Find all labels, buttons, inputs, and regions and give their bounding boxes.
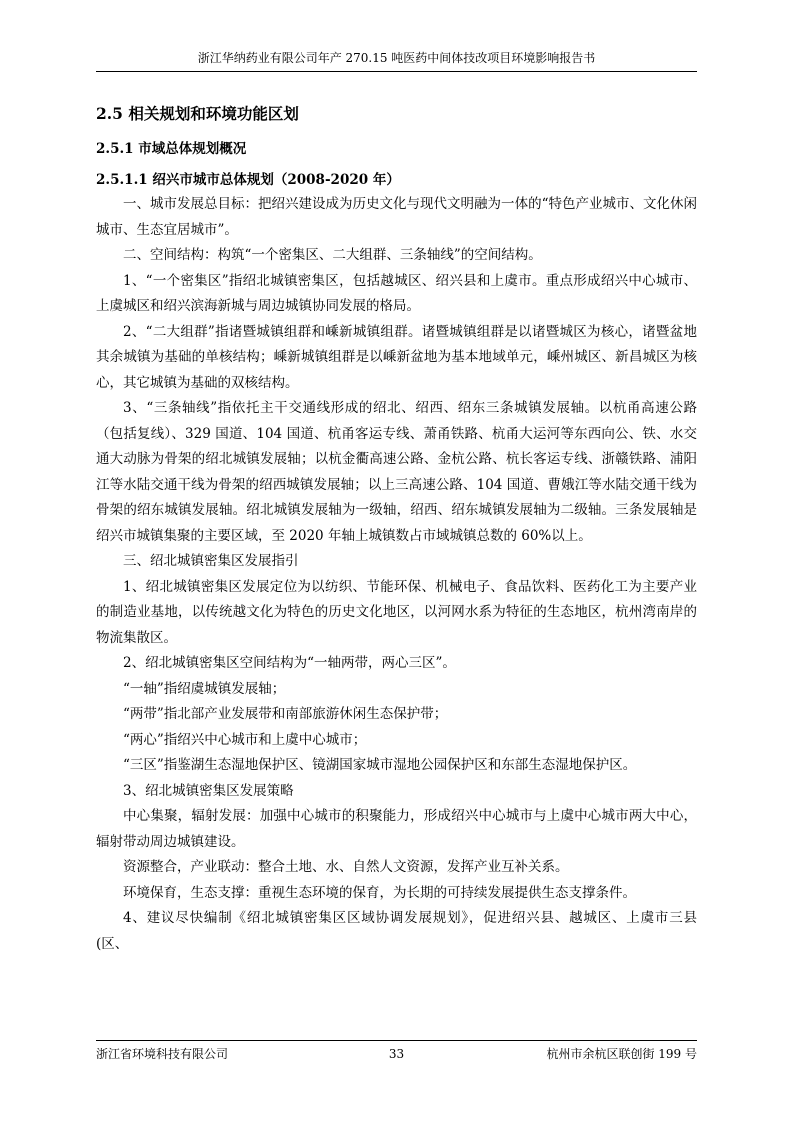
section-heading-2-5-1-1: 2.5.1.1 绍兴市城市总体规划（2008-2020 年） bbox=[96, 172, 400, 188]
page-header bbox=[96, 50, 697, 72]
paragraph-environment-protection: 环境保育，生态支撑：重视生态环境的保育，为长期的可持续发展提供生态支撑条件。 bbox=[123, 884, 636, 901]
page-number: 33 bbox=[388, 1047, 405, 1061]
paragraph-development-goal: 一、城市发展总目标：把绍兴建设成为历史文化与现代文明融为一体的“特色产业城市、文化休闲城市、生态宜居城市”。 bbox=[96, 196, 697, 238]
paragraph-two-groups: 2、“二大组群”指诸暨城镇组群和嵊新城镇组群。诸暨城镇组群是以诸暨城区为核心，诸暨盆地其余城镇为基础的单核结构；嵊新城镇组群是以嵊新盆地为基本地域单元，嵊州城区、新昌城区为核心，其它城镇为基础的双核结构。 bbox=[96, 323, 697, 391]
section-heading-2-5-1: 2.5.1 市域总体规划概况 bbox=[96, 141, 247, 157]
paragraph-strategy-heading: 3、绍北城镇密集区发展策略 bbox=[123, 782, 294, 799]
section-heading-2-5: 2.5 相关规划和环境功能区划 bbox=[96, 104, 299, 123]
paragraph-dense-area: 1、“一个密集区”指绍北城镇密集区，包括越城区、绍兴县和上虞市。重点形成绍兴中心城市、上虞城区和绍兴滨海新城与周边城镇协同发展的格局。 bbox=[96, 272, 697, 314]
page-content bbox=[96, 104, 697, 957]
paragraph-structure-summary: 2、绍北城镇密集区空间结构为“一轴两带，两心三区”。 bbox=[123, 655, 456, 671]
paragraph-three-zones: “三区”指鉴湖生态湿地保护区、镜湖国家城市湿地公园保护区和东部生态湿地保护区。 bbox=[123, 757, 637, 773]
paragraph-resource-integration: 资源整合，产业联动：整合土地、水、自然人文资源，发挥产业互补关系。 bbox=[123, 859, 569, 875]
paragraph-guidance-heading: 三、绍北城镇密集区发展指引 bbox=[123, 553, 299, 569]
page-footer bbox=[96, 1040, 697, 1061]
paragraph-two-belts: “两带”指北部产业发展带和南部旅游休闲生态保护带； bbox=[123, 706, 448, 722]
footer-company: 浙江省环境科技有限公司 bbox=[96, 1047, 229, 1061]
paragraph-two-centers: “两心”指绍兴中心城市和上虞中心城市； bbox=[123, 731, 367, 748]
paragraph-three-axes: 3、“三条轴线”指依托主干交通线形成的绍北、绍西、绍东三条城镇发展轴。以杭甬高速公路（包括复线）、329 国道、104 国道、杭甬客运专线、萧甬铁路、杭甬大运河等东西向公、铁、水交通大动脉为骨架的绍北城镇发展轴；以杭金衢高速公路、金杭公路、杭长客运专线、浙赣铁路、浦阳江等水陆交通干线为骨架的绍西城镇发展轴；以上三高速公路、104 国道、曹娥江等水陆交通干线为骨架的绍东城镇发展轴。绍北城镇发展轴为一级轴，绍西、绍东城镇发展轴为二级轴。三条发展轴是绍兴市城镇集聚的主要区域，至 2020 年轴上城镇数占市域城镇总数的 60%以上。 bbox=[96, 400, 697, 544]
paragraph-spatial-structure: 二、空间结构：构筑“一个密集区、二大组群、三条轴线”的空间结构。 bbox=[123, 247, 542, 263]
paragraph-planning-suggestion: 4、建议尽快编制《绍北城镇密集区区域协调发展规划》，促进绍兴县、越城区、上虞市三县(区、 bbox=[96, 910, 697, 952]
paragraph-center-agglomeration: 中心集聚，辐射发展：加强中心城市的积聚能力，形成绍兴中心城市与上虞中心城市两大中心，辐射带动周边城镇建设。 bbox=[96, 808, 697, 850]
paragraph-positioning: 1、绍北城镇密集区发展定位为以纺织、节能环保、机械电子、食品饮料、医药化工为主要产业的制造业基地，以传统越文化为特色的历史文化地区，以河网水系为特征的生态地区，杭州湾南岸的物流集散区。 bbox=[96, 578, 697, 646]
paragraph-one-axis: “一轴”指绍虞城镇发展轴； bbox=[123, 680, 286, 697]
header-title: 浙江华纳药业有限公司年产 270.15 吨医药中间体技改项目环境影响报告书 bbox=[197, 51, 596, 65]
footer-address: 杭州市余杭区联创街 199 号 bbox=[546, 1047, 697, 1061]
